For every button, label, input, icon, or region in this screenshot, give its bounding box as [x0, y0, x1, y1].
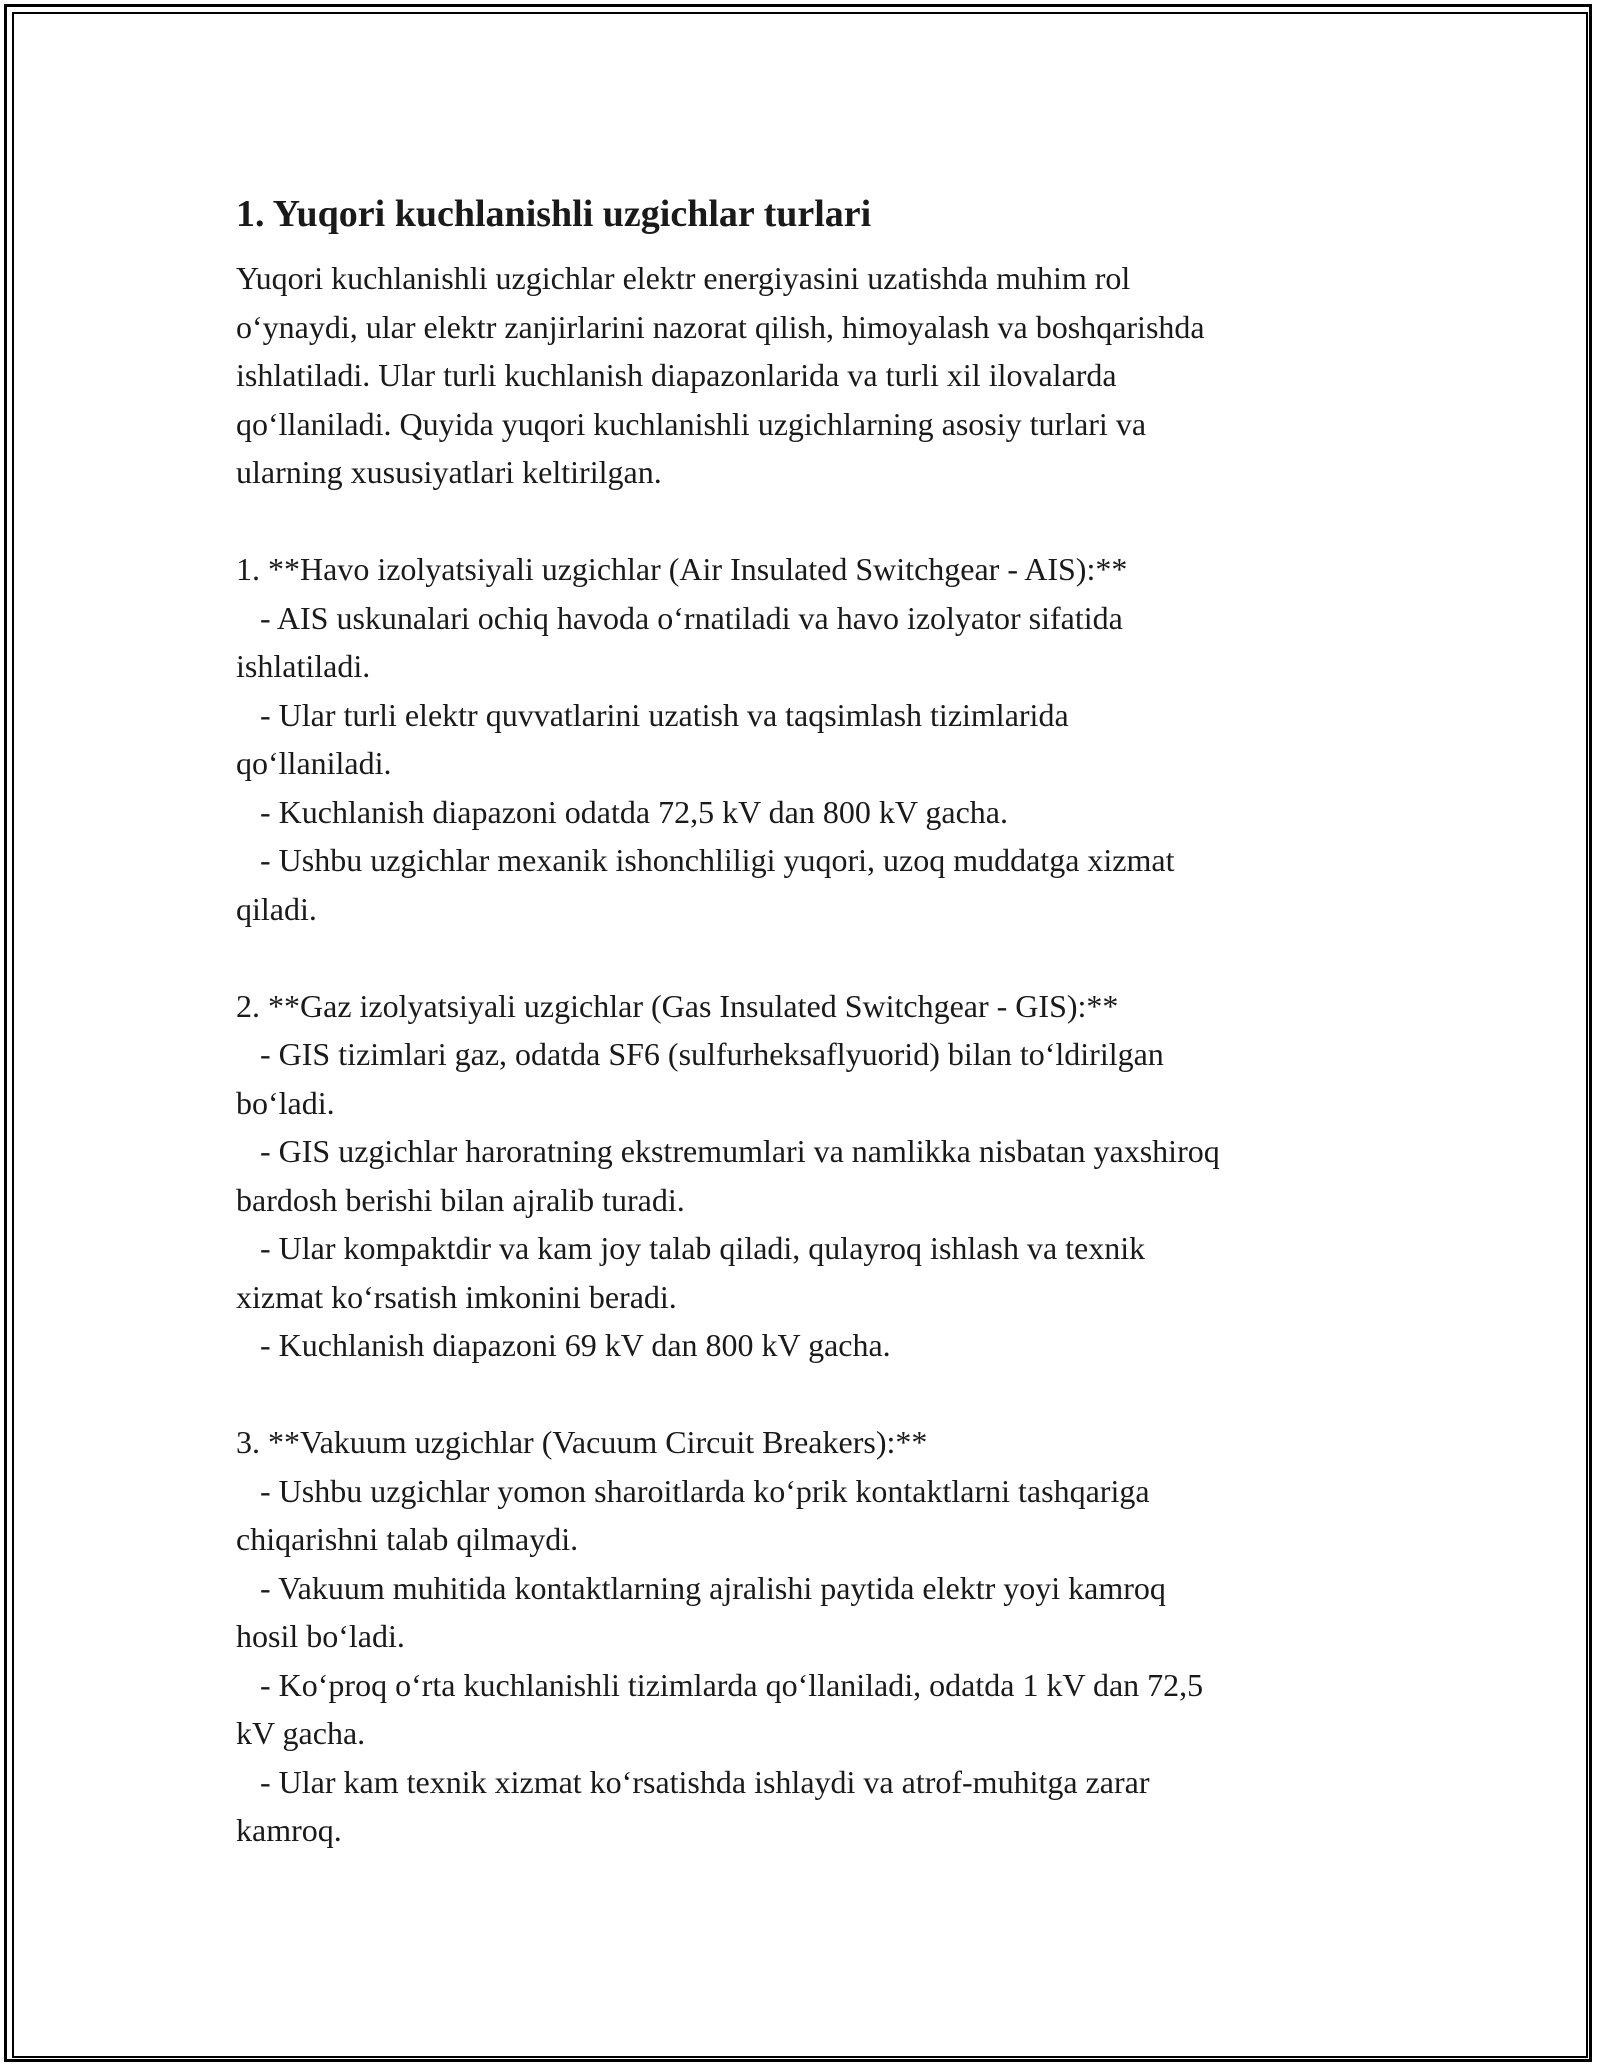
- document-title: 1. Yuqori kuchlanishli uzgichlar turlari: [236, 193, 872, 235]
- document-page: [236, 184, 1376, 1855]
- document-body: Yuqori kuchlanishli uzgichlar elektr energiyasini uzatishda muhim rol o‘ynaydi, ular elektr zanjirlarini nazorat qilish, himoyalash va boshqarishda ishlatiladi. Ular turli kuchlanish diapazonlarida va turli xil ilovalarda qo‘llaniladi. Quyida yuqori kuchlanishli uzgichlarning asosiy turlari va ularning xususiyatlari keltirilgan. 1. **Havo izolyatsiyali uzgichlar (Air Insulated Switchgear - AIS):** - AIS uskunalari ochiq havoda o‘rnatiladi va havo izolyator sifatida ishlatiladi. - Ular turli elektr quvvatlarini uzatish va taqsimlash tizimlarida qo‘llaniladi. - Kuchlanish diapazoni odatda 72,5 kV dan 800 kV gacha. - Ushbu uzgichlar mexanik ishonchliligi yuqori, uzoq muddatga xizmat qiladi. 2. **Gaz izolyatsiyali uzgichlar (Gas Insulated Switchgear - GIS):** - GIS tizimlari gaz, odatda SF6 (sulfurheksaflyuorid) bilan to‘ldirilgan bo‘ladi. - GIS uzgichlar haroratning ekstremumlari va namlikka nisbatan yaxshiroq bardosh berishi bilan ajralib turadi. - Ular kompaktdir va kam joy talab qiladi, qulayroq ishlash va texnik xizmat ko‘rsatish imkonini beradi. - Kuchlanish diapazoni 69 kV dan 800 kV gacha. 3. **Vakuum uzgichlar (Vacuum Circuit Breakers):** - Ushbu uzgichlar yomon sharoitlarda ko‘prik kontaktlarni tashqariga chiqarishni talab qilmaydi. - Vakuum muhitida kontaktlarning ajralishi paytida elektr yoyi kamroq hosil bo‘ladi. - Ko‘proq o‘rta kuchlanishli tizimlarda qo‘llaniladi, odatda 1 kV dan 72,5 kV gacha. - Ular kam texnik xizmat ko‘rsatishda ishlaydi va atrof-muhitga zarar kamroq.: [236, 260, 1220, 1848]
